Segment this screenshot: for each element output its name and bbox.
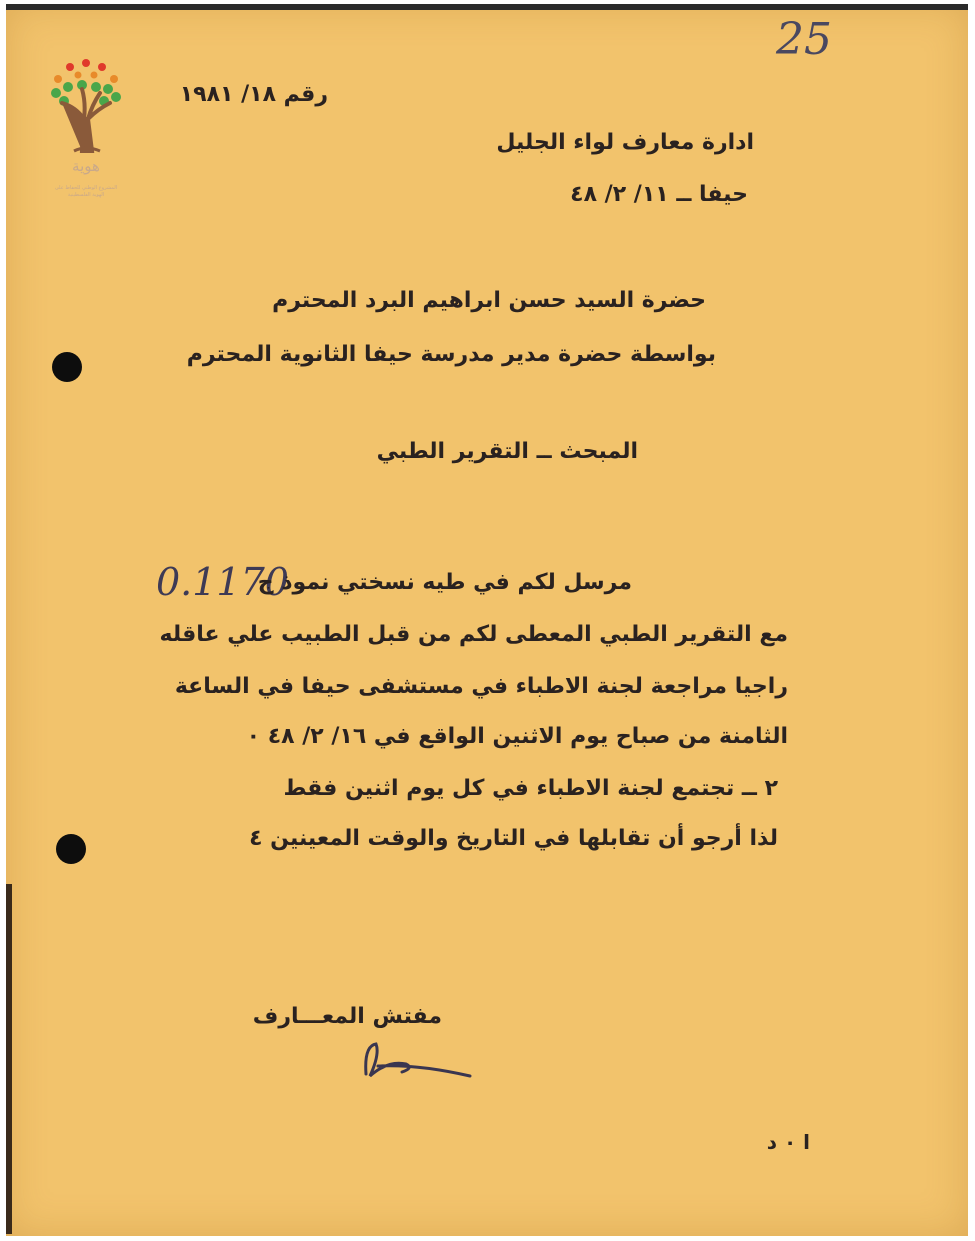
addressee-line-1: حضرة السيد حسن ابراهيم البرد المحترم bbox=[272, 288, 706, 313]
hawiya-logo bbox=[46, 59, 126, 229]
logo-subtitle-line-2: الهوية الفلسطينية bbox=[67, 192, 105, 198]
sheet-top-edge bbox=[6, 4, 968, 10]
folio-number: 25 bbox=[776, 14, 832, 65]
tree-logo-icon bbox=[46, 59, 126, 154]
document-sheet bbox=[6, 4, 968, 1236]
body-line-1: مرسل لكم في طيه نسختي نموذ ج bbox=[257, 570, 632, 595]
handwritten-signature bbox=[358, 1024, 478, 1084]
addressee-line-2: بواسطة حضرة مدير مدرسة حيفا الثانوية المحترم bbox=[186, 342, 716, 367]
footer-initials: ا ٠ د bbox=[766, 1130, 810, 1154]
body-line-2: مع التقرير الطبي المعطى لكم من قبل الطبيب علي عاقله bbox=[159, 622, 788, 647]
body-line-5: ٢ ــ تجتمع لجنة الاطباء في كل يوم اثنين فقط bbox=[283, 776, 778, 801]
subject-line: المبحث ــ التقرير الطبي bbox=[376, 439, 638, 464]
signatory-title: مفتش المعـــارف bbox=[252, 1004, 442, 1029]
body-line-4: الثامنة من صباح يوم الاثنين الواقع في ١٦/ ٢/ ٤٨ ٠ bbox=[246, 724, 788, 749]
punch-hole-bottom bbox=[56, 834, 86, 864]
office-name: ادارة معارف لواء الجليل bbox=[496, 130, 754, 155]
punch-hole-top bbox=[52, 352, 82, 382]
handwritten-form-number: 0.1170 bbox=[156, 560, 289, 604]
reference-number: رقم ١٨/ ١٩٨١ bbox=[179, 82, 328, 107]
body-line-3: راجيا مراجعة لجنة الاطباء في مستشفى حيفا في الساعة bbox=[174, 674, 788, 699]
place-and-date: حيفا ــ ١١/ ٢/ ٤٨ bbox=[570, 182, 748, 207]
body-line-6: لذا أرجو أن تقابلها في التاريخ والوقت المعينين ٤ bbox=[249, 826, 778, 851]
logo-name: هوية bbox=[72, 157, 100, 175]
logo-subtitle-line-1: المشروع الوطني للحفاظ على bbox=[54, 185, 118, 191]
sheet-left-edge bbox=[6, 884, 12, 1234]
